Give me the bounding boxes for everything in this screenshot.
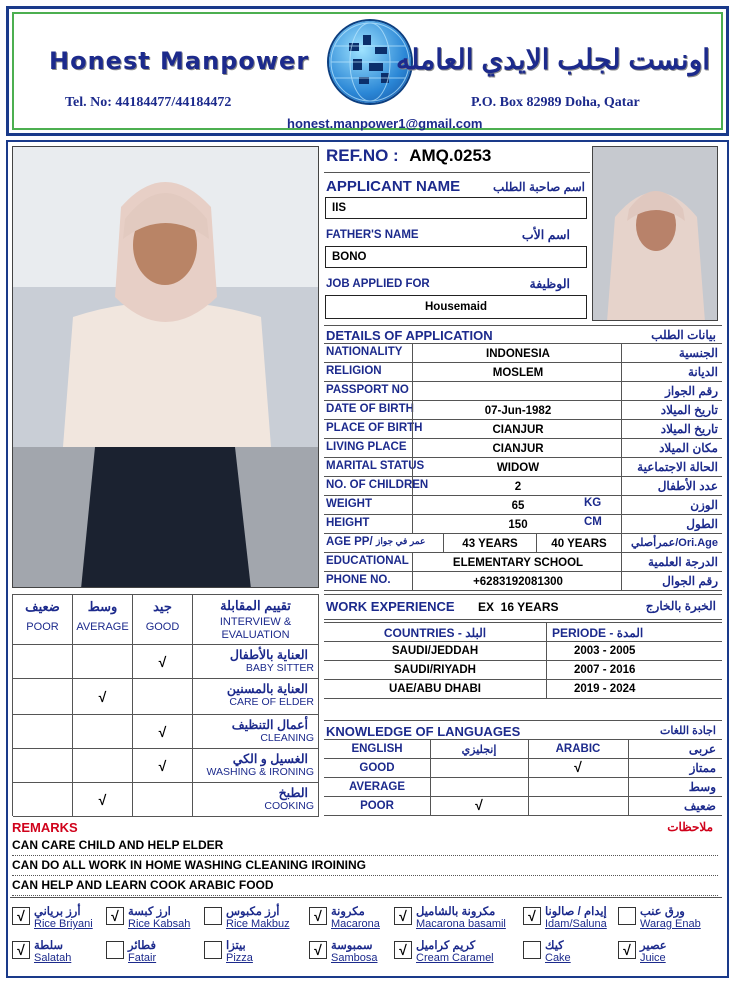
food-item: [12, 938, 112, 974]
detail-label: MARITAL STATUS: [326, 460, 425, 472]
remark-line: CAN CARE CHILD AND HELP ELDER: [12, 838, 718, 856]
food-checkbox[interactable]: [106, 941, 124, 959]
phone-value: +6283192081300: [473, 576, 563, 588]
detail-row: [324, 344, 722, 363]
food-name-ar: بيتزا: [226, 940, 246, 952]
detail-label: WEIGHT: [326, 498, 372, 510]
food-item: [394, 904, 506, 940]
applicant-full-photo: [12, 146, 319, 588]
age-label-ar: عمر في جواز: [376, 536, 426, 546]
eval-skill: [193, 679, 319, 715]
work-history-row: [324, 642, 722, 661]
period-header: PERIODE - المدة: [552, 626, 644, 640]
food-checkbox[interactable]: √: [309, 907, 327, 925]
food-checkbox[interactable]: √: [394, 907, 412, 925]
education-label: EDUCATIONAL: [326, 555, 409, 567]
eval-poor-ar: ضعيف: [25, 599, 60, 614]
detail-label: PASSPORT NO: [326, 384, 409, 396]
age-label: AGE PP/: [326, 536, 373, 548]
detail-row: [324, 401, 722, 420]
detail-row-phone: [324, 572, 722, 591]
work-header-row: [324, 622, 722, 642]
detail-row: [324, 515, 722, 534]
eval-skill-ar: أعمال التنظيف: [231, 718, 308, 732]
english-header: ENGLISH: [351, 743, 403, 755]
detail-row: [324, 458, 722, 477]
food-item: [618, 904, 718, 940]
eval-mark-avg: [73, 749, 133, 783]
phone-label: PHONE NO.: [326, 574, 391, 586]
ref-no: [326, 146, 491, 166]
food-name-ar: كيك: [545, 940, 564, 952]
details-title: DETAILS OF APPLICATION: [326, 328, 493, 343]
food-name-en: Idam/Saluna: [545, 918, 607, 930]
english-level-mark: √: [475, 797, 483, 813]
eval-skill: [193, 783, 319, 817]
eval-mark-good: [133, 783, 193, 817]
eval-avg-ar: وسط: [87, 599, 118, 614]
work-history-row: [324, 661, 722, 680]
food-name-ar: ورق عنب: [640, 906, 685, 918]
remarks-title-ar: ملاحظات: [667, 820, 713, 834]
eval-mark-avg: [73, 715, 133, 749]
work-period: 2003 - 2005: [574, 645, 636, 657]
eval-poor-label: POOR: [26, 621, 59, 633]
father-name-label-ar: اسم الأب: [521, 228, 570, 242]
detail-label-ar: تاريخ الميلاد: [660, 403, 718, 417]
food-name-ar: كريم كراميل: [416, 940, 476, 952]
detail-value: INDONESIA: [486, 348, 550, 360]
email: honest.manpower1@gmail.com: [287, 116, 483, 131]
language-level-label-ar: ممتاز: [689, 761, 716, 775]
work-experience-label: WORK EXPERIENCE: [326, 599, 455, 614]
eval-header-good: [133, 595, 193, 645]
food-name-ar: سلطة: [34, 940, 64, 952]
food-checkbox[interactable]: √: [394, 941, 412, 959]
eval-mark-poor: [13, 749, 73, 783]
brand-name-english: Honest Manpower: [49, 47, 310, 75]
detail-value: 07-Jun-1982: [484, 405, 552, 417]
detail-label: DATE OF BIRTH: [326, 403, 414, 415]
eval-good-label: GOOD: [145, 621, 180, 633]
applicant-name-value: IIS: [332, 202, 347, 214]
eval-mark-good: √: [133, 715, 193, 749]
food-item: [394, 938, 494, 974]
detail-label-ar: الديانة: [687, 365, 718, 379]
detail-value: 2: [514, 481, 522, 493]
language-level-label-ar: ضعيف: [683, 799, 716, 813]
food-checkbox[interactable]: √: [106, 907, 124, 925]
eval-mark-poor: [13, 645, 73, 679]
languages-title-ar: اجادة اللغات: [660, 725, 716, 737]
food-name-ar: إيدام / صالونا: [545, 906, 607, 918]
work-period: 2007 - 2016: [574, 664, 636, 676]
detail-value: WIDOW: [496, 462, 540, 474]
food-checkbox[interactable]: √: [523, 907, 541, 925]
food-name-en: Macarona: [331, 918, 380, 930]
work-history-row: [324, 680, 722, 699]
food-name-en: Fatair: [128, 952, 157, 964]
food-checkbox[interactable]: [618, 907, 636, 925]
age-original-value: 40 YEARS: [551, 538, 607, 550]
job-field: [325, 295, 587, 319]
remark-line: CAN HELP AND LEARN COOK ARABIC FOOD: [12, 878, 718, 896]
details-title-ar: بيانات الطلب: [651, 328, 716, 342]
detail-row: [324, 420, 722, 439]
food-checkbox[interactable]: √: [618, 941, 636, 959]
applicant-name-field: [325, 197, 587, 219]
food-item: [12, 904, 112, 940]
food-checkbox[interactable]: √: [12, 941, 30, 959]
detail-label-ar: رقم الجواز: [665, 384, 718, 398]
detail-label: NATIONALITY: [326, 346, 403, 358]
detail-label-ar: عدد الأطفال: [657, 479, 718, 493]
job-label-ar: الوظيفة: [529, 277, 570, 291]
work-period: 2019 - 2024: [574, 683, 636, 695]
detail-value: CIANJUR: [492, 424, 544, 436]
eval-skill-ar: الغسيل و الكي: [232, 752, 308, 766]
detail-label-ar: الحالة الاجتماعية: [637, 460, 718, 474]
eval-mark-avg: [73, 645, 133, 679]
food-name-ar: أرز مكبوس: [226, 906, 280, 918]
food-item: [204, 904, 304, 940]
food-name-ar: مكرونة: [331, 906, 365, 918]
eval-mark-poor: [13, 679, 73, 715]
food-item: [523, 904, 623, 940]
eval-mark-good: [133, 679, 193, 715]
food-name-en: Rice Makbuz: [226, 918, 290, 930]
language-level-label: AVERAGE: [348, 781, 406, 793]
eval-mark-good: √: [133, 645, 193, 679]
eval-title: INTERVIEW & EVALUATION: [219, 616, 292, 641]
language-level-row: [324, 759, 722, 778]
eval-mark-good: √: [133, 749, 193, 783]
eval-mark-avg: √: [73, 783, 133, 817]
eval-skill-en: BABY SITTER: [245, 662, 314, 674]
language-level-label-ar: وسط: [688, 780, 716, 794]
arabic-header: ARABIC: [555, 743, 601, 755]
language-level-label: GOOD: [359, 762, 395, 774]
remark-line: CAN DO ALL WORK IN HOME WASHING CLEANING IROINING: [12, 858, 718, 876]
food-name-ar: أرز برياني: [34, 906, 81, 918]
education-label-ar: الدرجة العلمية: [647, 555, 718, 569]
eval-good-ar: جيد: [153, 599, 172, 614]
detail-label-ar: الوزن: [690, 498, 718, 512]
detail-label-ar: تاريخ الميلاد: [660, 422, 718, 436]
eval-avg-label: AVERAGE: [76, 621, 129, 633]
food-name-ar: سمبوسة: [331, 940, 373, 952]
eval-skill: [193, 645, 319, 679]
food-name-en: Macarona basamil: [416, 918, 506, 930]
food-name-ar: عصير: [640, 940, 667, 952]
detail-label-ar: مكان الميلاد: [659, 441, 718, 455]
food-checkbox[interactable]: √: [309, 941, 327, 959]
father-name-label: FATHER'S NAME: [326, 229, 419, 241]
eval-skill-ar: الطبخ: [278, 786, 308, 800]
applicant-name-label: APPLICANT NAME: [326, 178, 461, 195]
applicant-passport-photo: [592, 146, 718, 321]
detail-value: 65: [511, 500, 525, 512]
food-item: [106, 904, 206, 940]
food-name-ar: مكرونة بالشاميل: [416, 906, 496, 918]
age-original-label: Ori.Age/عمرأصلي: [631, 537, 718, 549]
detail-label: NO. OF CHILDREN: [326, 479, 429, 491]
remarks-title: REMARKS: [12, 820, 78, 835]
brand-name-arabic: اونست لجلب الايدي العامله: [395, 44, 710, 75]
eval-skill-en: CLEANING: [260, 732, 314, 744]
father-name-field: [325, 246, 587, 268]
detail-row: [324, 496, 722, 515]
eval-mark-poor: [13, 783, 73, 817]
food-checkbox[interactable]: [523, 941, 541, 959]
food-checkbox[interactable]: √: [12, 907, 30, 925]
work-experience-value: EX 16 YEARS: [478, 600, 559, 614]
detail-unit: CM: [584, 516, 602, 528]
po-box: P.O. Box 82989 Doha, Qatar: [471, 95, 640, 110]
languages-title: KNOWLEDGE OF LANGUAGES: [326, 724, 521, 739]
food-name-en: Cake: [545, 952, 571, 964]
eval-header-title: [193, 595, 319, 645]
language-level-row: [324, 778, 722, 797]
job-value: Housemaid: [425, 301, 487, 313]
detail-value: CIANJUR: [492, 443, 544, 455]
details-title-row: [324, 325, 722, 344]
countries-header: COUNTRIES - البلد: [383, 626, 487, 640]
food-name-en: Rice Kabsah: [128, 918, 191, 930]
job-label: JOB APPLIED FOR: [326, 278, 430, 290]
detail-label: LIVING PLACE: [326, 441, 407, 453]
detail-value: 150: [508, 519, 528, 531]
languages-header-row: [324, 740, 722, 759]
father-name-value: BONO: [332, 251, 367, 263]
eval-skill-en: WASHING & IRONING: [206, 766, 314, 778]
eval-header-poor: [13, 595, 73, 645]
arabic-header-ar: عربى: [688, 742, 716, 756]
detail-row: [324, 382, 722, 401]
evaluation-table: [12, 594, 319, 816]
detail-row: [324, 363, 722, 382]
food-checkbox[interactable]: [204, 907, 222, 925]
eval-skill: [193, 749, 319, 783]
education-value: ELEMENTARY SCHOOL: [452, 557, 584, 569]
eval-mark-avg: √: [73, 679, 133, 715]
eval-skill: [193, 715, 319, 749]
work-experience-label-ar: الخبرة بالخارج: [645, 599, 716, 613]
language-level-label: POOR: [360, 800, 394, 812]
food-name-en: Sambosa: [331, 952, 378, 964]
detail-label: RELIGION: [326, 365, 382, 377]
detail-value: MOSLEM: [492, 367, 544, 379]
detail-label-ar: الجنسية: [678, 346, 718, 360]
food-item: [523, 938, 623, 974]
work-country: UAE/ABU DHABI: [389, 683, 481, 695]
eval-skill-en: CARE OF ELDER: [229, 696, 314, 708]
eval-skill-ar: العناية بالأطفال: [229, 648, 308, 662]
food-name-en: Salatah: [34, 952, 72, 964]
eval-mark-poor: [13, 715, 73, 749]
letterhead: [6, 6, 729, 136]
applicant-name-label-ar: اسم صاحبة الطلب: [493, 180, 585, 194]
detail-row-education: [324, 553, 722, 572]
food-name-en: Rice Briyani: [34, 918, 93, 930]
ref-no-label: REF.NO :: [326, 146, 399, 165]
work-country: SAUDI/JEDDAH: [391, 645, 479, 657]
work-experience-row: [324, 594, 722, 620]
detail-row: [324, 477, 722, 496]
detail-row: [324, 439, 722, 458]
food-name-en: Pizza: [226, 952, 253, 964]
food-name-ar: فطائر: [128, 940, 156, 952]
food-name-en: Warag Enab: [640, 918, 701, 930]
food-item: [204, 938, 304, 974]
languages-title-row: [324, 720, 722, 740]
food-item: [106, 938, 206, 974]
food-name-en: Cream Caramel: [416, 952, 494, 964]
food-name-ar: ارز كبسة: [128, 906, 171, 918]
detail-label-ar: الطول: [686, 517, 718, 531]
food-checkbox[interactable]: [204, 941, 222, 959]
eval-title-ar: تقييم المقابلة: [220, 598, 291, 613]
ref-no-value: AMQ.0253: [409, 146, 492, 165]
telephone: Tel. No: 44184477/44184472: [65, 95, 232, 110]
eval-header-average: [73, 595, 133, 645]
detail-unit: KG: [584, 497, 602, 509]
english-header-ar: إنجليزي: [461, 744, 497, 756]
phone-label-ar: رقم الجوال: [662, 574, 718, 588]
arabic-level-mark: √: [574, 759, 582, 775]
detail-row-age: [324, 534, 722, 553]
detail-label: PLACE OF BIRTH: [326, 422, 423, 434]
detail-label: HEIGHT: [326, 517, 370, 529]
food-item: [618, 938, 718, 974]
food-name-en: Juice: [640, 952, 666, 964]
eval-skill-ar: العناية بالمسنين: [226, 682, 308, 696]
work-country: SAUDI/RIYADH: [393, 664, 476, 676]
eval-skill-en: COOKING: [264, 800, 314, 812]
language-level-row: [324, 797, 722, 816]
age-passport-value: 43 YEARS: [462, 538, 518, 550]
